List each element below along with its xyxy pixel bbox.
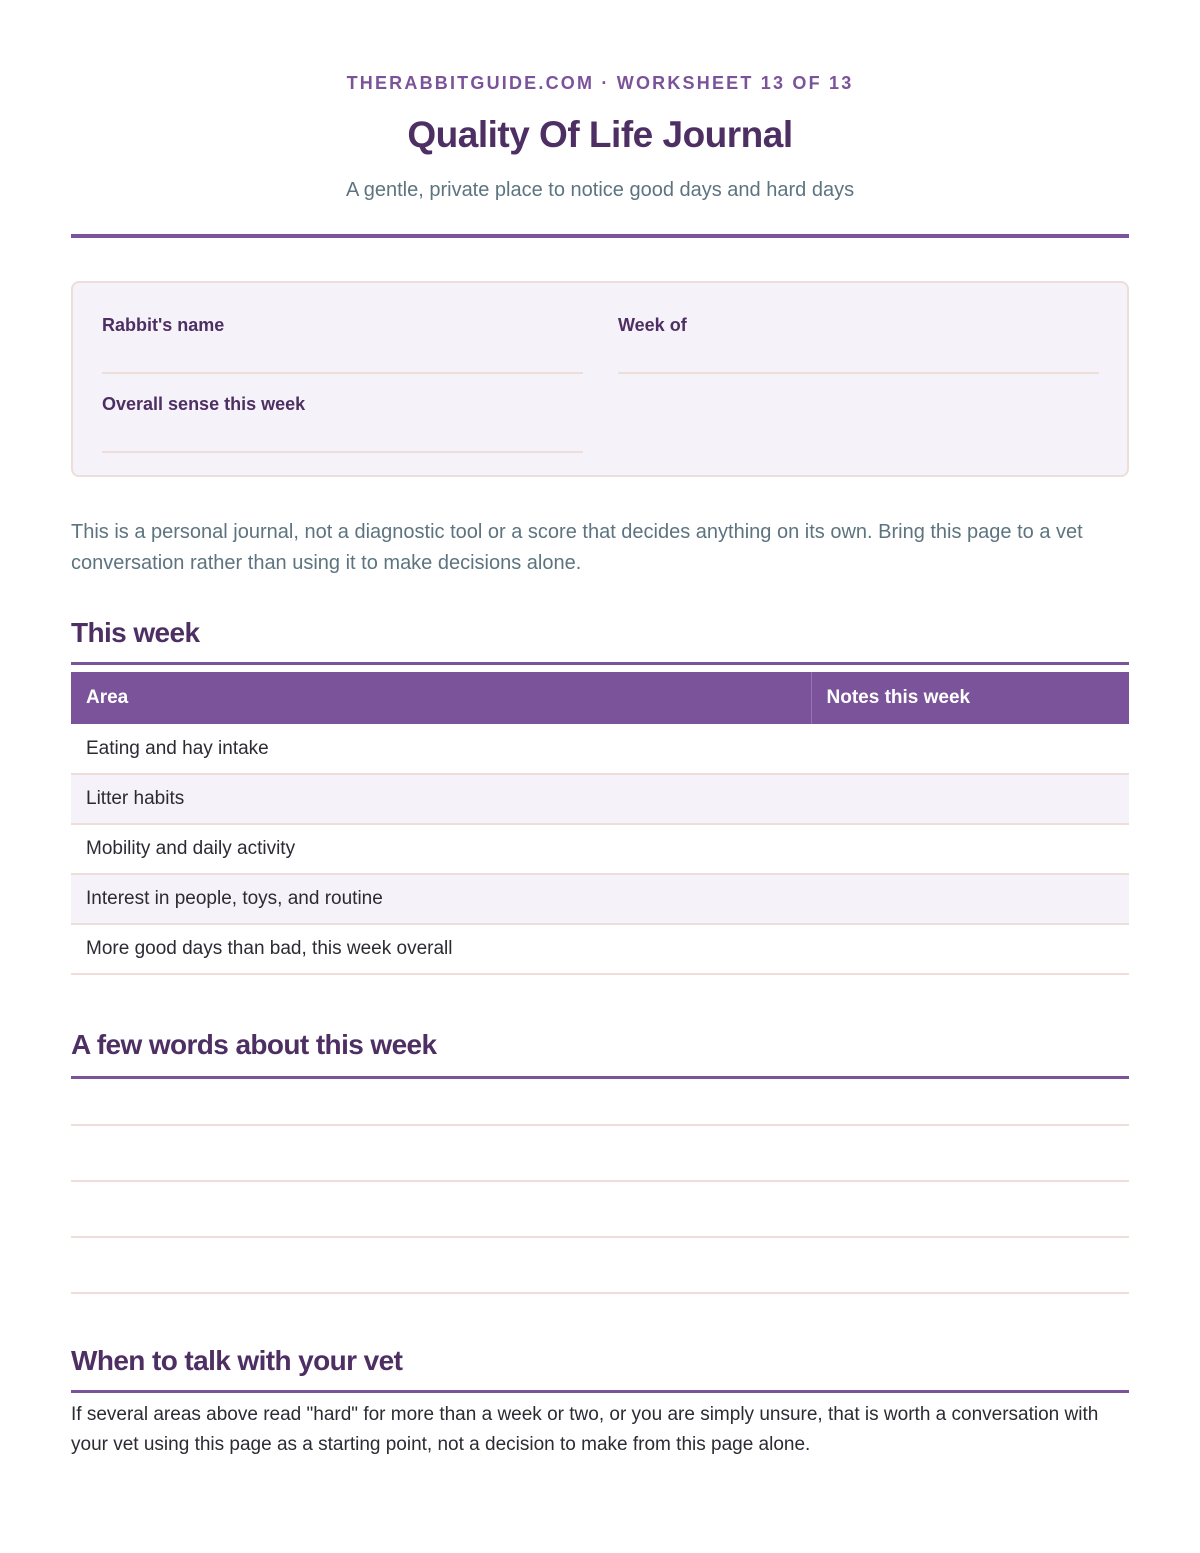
page-subtitle: A gentle, private place to notice good days and hard days bbox=[345, 179, 855, 201]
rabbit-name-label: Rabbit's name bbox=[102, 315, 225, 335]
vet-section-divider bbox=[71, 1390, 1129, 1393]
table-row bbox=[71, 724, 1129, 774]
writing-line[interactable] bbox=[71, 1292, 1129, 1294]
writing-line[interactable] bbox=[71, 1236, 1129, 1238]
notes-cell[interactable] bbox=[811, 874, 1129, 924]
overall-sense-line[interactable] bbox=[102, 451, 583, 453]
this-week-heading: This week bbox=[71, 617, 200, 648]
table-row bbox=[71, 774, 1129, 824]
column-header-notes: Notes this week bbox=[811, 672, 1129, 724]
week-of-label: Week of bbox=[618, 315, 687, 335]
week-of-line[interactable] bbox=[618, 372, 1099, 374]
rabbit-name-line[interactable] bbox=[102, 372, 583, 374]
page-title: Quality Of Life Journal bbox=[407, 114, 793, 155]
table-row bbox=[71, 924, 1129, 974]
vet-section-paragraph: If several areas above read "hard" for more than a week or two, or you are simply unsure, that is worth a conversation with your vet using this page as a starting point, not a decision to make from this page alone. bbox=[71, 1404, 1099, 1455]
notes-cell[interactable] bbox=[811, 724, 1129, 774]
table-header-row bbox=[71, 672, 1129, 724]
few-words-divider bbox=[71, 1076, 1129, 1079]
column-header-area: Area bbox=[71, 672, 811, 724]
table-row bbox=[71, 824, 1129, 874]
area-cell: Interest in people, toys, and routine bbox=[71, 874, 811, 924]
few-words-heading: A few words about this week bbox=[71, 1029, 437, 1060]
table-row bbox=[71, 874, 1129, 924]
rabbit-name-field[interactable] bbox=[102, 315, 583, 336]
overall-sense-field[interactable] bbox=[102, 394, 583, 415]
vet-section-heading: When to talk with your vet bbox=[71, 1345, 403, 1376]
this-week-divider bbox=[71, 662, 1129, 665]
area-cell: More good days than bad, this week overall bbox=[71, 924, 811, 974]
header-divider bbox=[71, 234, 1129, 238]
writing-line[interactable] bbox=[71, 1180, 1129, 1182]
this-week-table bbox=[71, 672, 1129, 975]
info-panel bbox=[71, 281, 1129, 477]
area-cell: Eating and hay intake bbox=[71, 724, 811, 774]
worksheet-kicker: THERABBITGUIDE.COM · WORKSHEET 13 OF 13 bbox=[346, 73, 854, 93]
area-cell: Mobility and daily activity bbox=[71, 824, 811, 874]
area-cell: Litter habits bbox=[71, 774, 811, 824]
notes-cell[interactable] bbox=[811, 824, 1129, 874]
writing-line[interactable] bbox=[71, 1124, 1129, 1126]
notes-cell[interactable] bbox=[811, 774, 1129, 824]
overall-sense-label: Overall sense this week bbox=[102, 394, 306, 414]
notes-cell[interactable] bbox=[811, 924, 1129, 974]
week-of-field[interactable] bbox=[618, 315, 1099, 336]
intro-paragraph: This is a personal journal, not a diagnostic tool or a score that decides anything on its own. Bring this page to a vet conversation rather than using it to make decisions alone. bbox=[71, 521, 1083, 574]
